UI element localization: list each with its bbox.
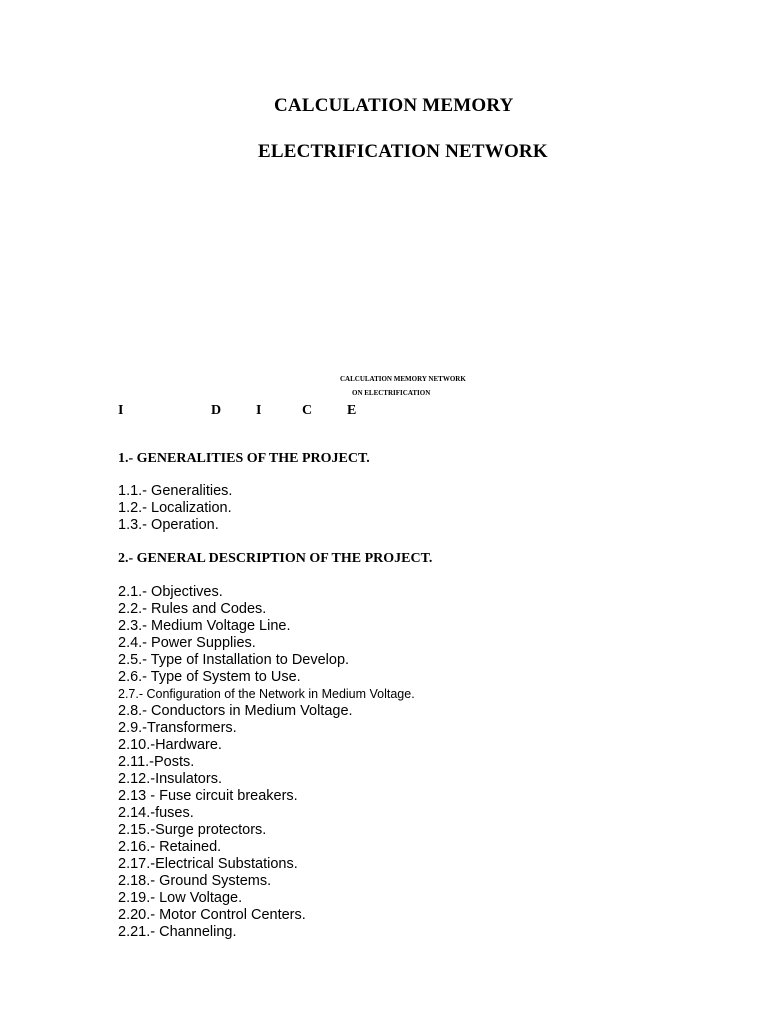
toc-item: 2.9.-Transformers. (118, 720, 237, 736)
toc-item: 2.19.- Low Voltage. (118, 890, 243, 906)
index-letter: D (211, 403, 222, 418)
toc-item: 1.1.- Generalities. (118, 483, 233, 499)
toc-item: 1.2.- Localization. (118, 500, 232, 516)
toc-item: 2.7.- Configuration of the Network in Medium Voltage. (118, 687, 415, 701)
toc-item: 2.10.-Hardware. (118, 737, 222, 753)
toc-item: 2.13 - Fuse circuit breakers. (118, 788, 298, 804)
index-letter: I (118, 403, 124, 418)
toc-item: 2.1.- Objectives. (118, 584, 223, 600)
toc-item: 2.16.- Retained. (118, 839, 222, 855)
toc-item: 2.3.- Medium Voltage Line. (118, 618, 291, 634)
document-title: CALCULATION MEMORY (274, 95, 514, 116)
toc-item: 2.18.- Ground Systems. (118, 873, 272, 889)
toc-item: 2.4.- Power Supplies. (118, 635, 256, 651)
toc-item: 1.3.- Operation. (118, 517, 219, 533)
toc-item: 2.11.-Posts. (118, 754, 195, 770)
running-header-line-2: ON ELECTRIFICATION (352, 389, 431, 397)
toc-item: 2.15.-Surge protectors. (118, 822, 267, 838)
toc-item: 2.17.-Electrical Substations. (118, 856, 298, 872)
section-heading-1: 1.- GENERALITIES OF THE PROJECT. (118, 451, 370, 466)
toc-list-section-1 (118, 483, 232, 534)
document-subtitle: ELECTRIFICATION NETWORK (258, 141, 548, 162)
toc-item: 2.12.-Insulators. (118, 771, 222, 787)
toc-item: 2.20.- Motor Control Centers. (118, 907, 306, 923)
toc-item: 2.6.- Type of System to Use. (118, 669, 301, 685)
section-heading-2: 2.- GENERAL DESCRIPTION OF THE PROJECT. (118, 551, 433, 566)
index-letter: C (302, 403, 313, 418)
toc-item: 2.8.- Conductors in Medium Voltage. (118, 703, 353, 719)
running-header-line-1: CALCULATION MEMORY NETWORK (340, 375, 466, 383)
toc-item: 2.5.- Type of Installation to Develop. (118, 652, 350, 668)
index-letter: E (347, 403, 357, 418)
index-heading (118, 403, 378, 421)
toc-item: 2.21.- Channeling. (118, 924, 237, 940)
toc-item: 2.2.- Rules and Codes. (118, 601, 267, 617)
toc-item: 2.14.-fuses. (118, 805, 194, 821)
toc-list-section-2 (118, 584, 415, 941)
index-letter: I (256, 403, 262, 418)
